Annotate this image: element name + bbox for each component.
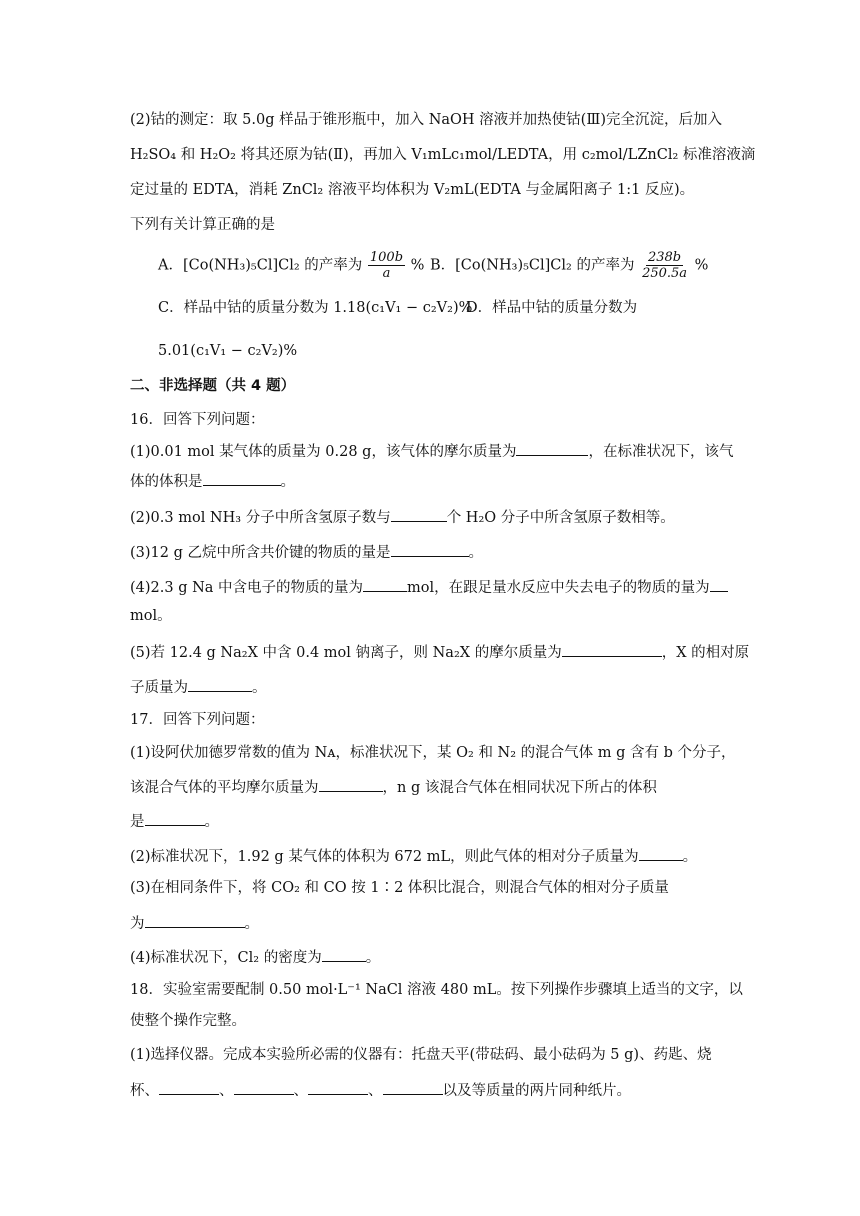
separator: 、 bbox=[293, 1083, 308, 1099]
answer-blank[interactable] bbox=[234, 1079, 294, 1095]
answer-blank[interactable] bbox=[319, 776, 383, 792]
q16-part1-text-c: 体的体积是 bbox=[130, 474, 203, 490]
q16-part1-text-a: (1)0.01 mol 某气体的质量为 0.28 g，该气体的摩尔质量为 bbox=[130, 444, 517, 460]
q17-part4 bbox=[130, 946, 380, 968]
section-heading: 二、非选择题（共 4 题） bbox=[130, 378, 296, 394]
q17-part1-line2 bbox=[130, 776, 657, 798]
answer-blank[interactable] bbox=[363, 576, 407, 592]
q17-part1-text-d: 。 bbox=[204, 814, 219, 830]
q15-option-b bbox=[430, 250, 708, 281]
q18-line1: 18．实验室需要配制 0.50 mol·L⁻¹ NaCl 溶液 480 mL。按下列操作步骤填上适当的文字，以 bbox=[130, 982, 743, 998]
answer-blank[interactable] bbox=[391, 506, 447, 522]
answer-blank[interactable] bbox=[383, 1079, 443, 1095]
q16-part4-text-b: mol，在跟足量水反应中失去电子的物质的量为 bbox=[407, 580, 710, 596]
q18-part1-text-a: 杯、 bbox=[130, 1083, 159, 1099]
q17-part4-text-a: (4)标准状况下，Cl₂ 的密度为 bbox=[130, 950, 322, 966]
answer-blank[interactable] bbox=[159, 1079, 219, 1095]
q16-part5-line1 bbox=[130, 641, 749, 663]
answer-blank[interactable] bbox=[308, 1079, 368, 1095]
q16-part3 bbox=[130, 541, 483, 563]
q15-option-c: C．样品中钴的质量分数为 1.18(c₁V₁ − c₂V₂)% bbox=[158, 300, 473, 316]
q18-part1-text-b: 以及等质量的两片同种纸片。 bbox=[442, 1083, 631, 1099]
answer-blank[interactable] bbox=[391, 541, 469, 557]
answer-blank[interactable] bbox=[322, 946, 366, 962]
q17-part4-text-b: 。 bbox=[365, 950, 381, 966]
option-b-percent: % bbox=[694, 257, 709, 274]
q16-part5-text-b: ，X 的相对原 bbox=[661, 645, 750, 661]
q18-line2: 使整个操作完整。 bbox=[130, 1013, 246, 1029]
q16-part1-text-b: ，在标准状况下，该气 bbox=[588, 444, 734, 460]
q16-part4-line1 bbox=[130, 576, 728, 598]
q15-intro-line2: H₂SO₄ 和 H₂O₂ 将其还原为钴(Ⅱ)，再加入 V₁mLc₁mol/LEDTA，用 c₂mol/LZnCl₂ 标准溶液滴 bbox=[130, 147, 756, 163]
q17-part2-text-b: 。 bbox=[682, 849, 698, 865]
q17-part2-text-a: (2)标准状况下，1.92 g 某气体的体积为 672 mL，则此气体的相对分子质量为 bbox=[130, 849, 639, 865]
q15-intro-line1: (2)钴的测定：取 5.0g 样品于锥形瓶中，加入 NaOH 溶液并加热使钴(Ⅲ)完全沉淀，后加入 bbox=[130, 112, 722, 128]
q16-part5-text-a: (5)若 12.4 g Na₂X 中含 0.4 mol 钠离子，则 Na₂X 的摩尔质量为 bbox=[130, 645, 562, 661]
q16-part2-text-b: 个 H₂O 分子中所含氢原子数相等。 bbox=[446, 510, 675, 526]
answer-blank[interactable] bbox=[145, 912, 245, 928]
q16-part3-text-b: 。 bbox=[468, 545, 483, 561]
q18-part1-line2 bbox=[130, 1079, 631, 1101]
option-a-text: A．[Co(NH₃)₅Cl]Cl₂ 的产率为 bbox=[158, 257, 363, 274]
option-a-numerator: 100b bbox=[369, 250, 404, 265]
q16-part1-line2 bbox=[130, 470, 295, 492]
q16-part4-line2: mol。 bbox=[130, 608, 172, 624]
q16-part4-text-a: (4)2.3 g Na 中含电子的物质的量为 bbox=[130, 580, 364, 596]
option-b-text: B．[Co(NH₃)₅Cl]Cl₂ 的产率为 bbox=[430, 257, 635, 274]
q17-part1-text-c: 是 bbox=[130, 814, 145, 830]
answer-blank[interactable] bbox=[516, 440, 588, 456]
q17-part1-text-b: ，n g 该混合气体在相同状况下所占的体积 bbox=[382, 780, 657, 796]
option-b-denominator: 250.5a bbox=[642, 266, 688, 281]
q16-title: 16．回答下列问题： bbox=[130, 412, 265, 428]
q17-part2 bbox=[130, 845, 697, 867]
q16-part2-text-a: (2)0.3 mol NH₃ 分子中所含氢原子数与 bbox=[130, 510, 391, 526]
answer-blank[interactable] bbox=[710, 576, 728, 592]
q17-part3-text-a: 为 bbox=[130, 916, 145, 932]
q17-title: 17．回答下列问题： bbox=[130, 712, 265, 728]
option-a-denominator: a bbox=[382, 266, 391, 281]
q16-part5-line2 bbox=[130, 676, 267, 698]
q17-part3-text-b: 。 bbox=[244, 916, 259, 932]
q15-option-a bbox=[158, 250, 424, 281]
q18-part1-line1: (1)选择仪器。完成本实验所必需的仪器有：托盘天平(带砝码、最小砝码为 5 g)、药匙、烧 bbox=[130, 1047, 712, 1063]
answer-blank[interactable] bbox=[562, 641, 662, 657]
answer-blank[interactable] bbox=[145, 810, 205, 826]
q16-part2 bbox=[130, 506, 675, 528]
q16-part1-text-d: 。 bbox=[280, 474, 295, 490]
option-b-fraction bbox=[640, 250, 689, 281]
answer-blank[interactable] bbox=[203, 470, 281, 486]
answer-blank[interactable] bbox=[639, 845, 683, 861]
separator: 、 bbox=[219, 1083, 234, 1099]
q17-part1-line1: (1)设阿伏加德罗常数的值为 Nᴀ，标准状况下，某 O₂ 和 N₂ 的混合气体 m g 含有 b 个分子， bbox=[130, 745, 736, 761]
q17-part3-line1: (3)在相同条件下，将 CO₂ 和 CO 按 1∶2 体积比混合，则混合气体的相对分子质量 bbox=[130, 880, 669, 896]
q16-part5-text-c: 子质量为 bbox=[130, 680, 188, 696]
answer-blank[interactable] bbox=[188, 676, 252, 692]
q15-intro-line3: 定过量的 EDTA，消耗 ZnCl₂ 溶液平均体积为 V₂mL(EDTA 与金属阳离子 1:1 反应)。 bbox=[130, 182, 695, 198]
q17-part3-line2 bbox=[130, 912, 259, 934]
q15-option-d-line2: 5.01(c₁V₁ − c₂V₂)% bbox=[158, 343, 298, 359]
q16-part3-text-a: (3)12 g 乙烷中所含共价键的物质的量是 bbox=[130, 545, 391, 561]
q17-part1-line3 bbox=[130, 810, 219, 832]
separator: 、 bbox=[368, 1083, 383, 1099]
option-a-percent: % bbox=[410, 257, 425, 274]
q15-question: 下列有关计算正确的是 bbox=[130, 217, 275, 233]
q16-part1-line1 bbox=[130, 440, 733, 462]
q17-part1-text-a: 该混合气体的平均摩尔质量为 bbox=[130, 780, 319, 796]
q16-part5-text-d: 。 bbox=[252, 680, 267, 696]
q15-option-d: D．样品中钴的质量分数为 bbox=[466, 300, 638, 316]
option-b-numerator: 238b bbox=[647, 250, 682, 265]
option-a-fraction bbox=[368, 250, 405, 281]
